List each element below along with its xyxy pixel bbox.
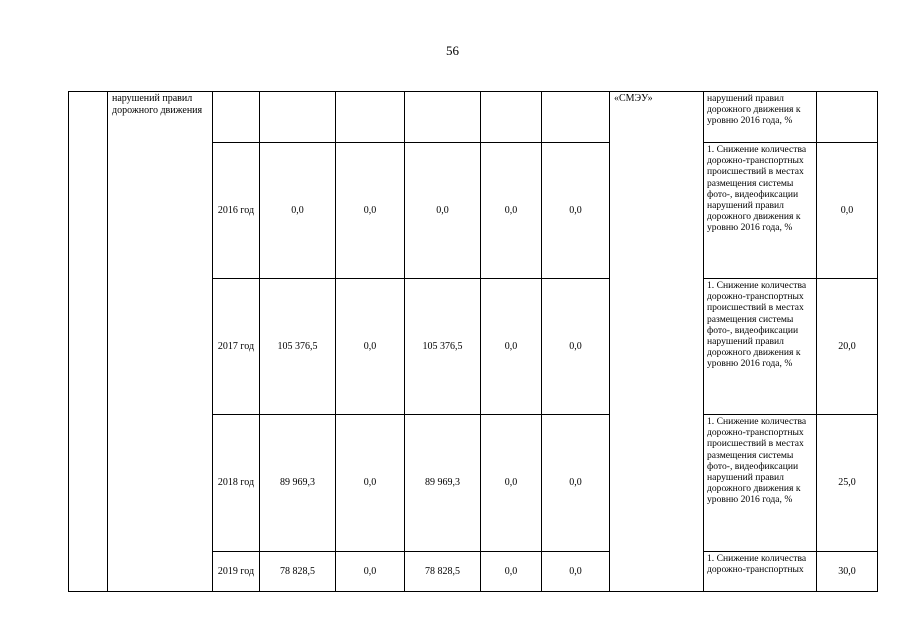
- program-table: [68, 91, 878, 592]
- federal-cell: 0,0: [336, 552, 405, 592]
- description-cell: нарушений правил дорожного движения: [108, 92, 213, 592]
- indicator-cell: 1. Снижение количества дорожно-транспортных происшествий в местах размещения системы фото-, видеофиксации нарушений правил дорожного движения к уровню 2016 года, %: [704, 415, 817, 552]
- other-cell: 0,0: [542, 415, 610, 552]
- federal-cell: 0,0: [336, 279, 405, 415]
- other-cell: 0,0: [542, 279, 610, 415]
- local-cell: 0,0: [481, 279, 542, 415]
- other-cell: [542, 92, 610, 143]
- table-row: [69, 92, 878, 143]
- local-cell: [481, 92, 542, 143]
- total-cell: 89 969,3: [260, 415, 336, 552]
- federal-cell: [336, 92, 405, 143]
- number-cell: [69, 92, 108, 592]
- value-cell: 30,0: [817, 552, 878, 592]
- regional-cell: 0,0: [405, 143, 481, 279]
- federal-cell: 0,0: [336, 415, 405, 552]
- regional-cell: 89 969,3: [405, 415, 481, 552]
- other-cell: 0,0: [542, 143, 610, 279]
- year-cell: 2016 год: [213, 143, 260, 279]
- year-cell: 2018 год: [213, 415, 260, 552]
- indicator-cell: 1. Снижение количества дорожно-транспортных: [704, 552, 817, 592]
- other-cell: 0,0: [542, 552, 610, 592]
- total-cell: 0,0: [260, 143, 336, 279]
- total-cell: 105 376,5: [260, 279, 336, 415]
- indicator-cell: 1. Снижение количества дорожно-транспортных происшествий в местах размещения системы фото-, видеофиксации нарушений правил дорожного движения к уровню 2016 года, %: [704, 279, 817, 415]
- value-cell: 20,0: [817, 279, 878, 415]
- federal-cell: 0,0: [336, 143, 405, 279]
- local-cell: 0,0: [481, 552, 542, 592]
- regional-cell: [405, 92, 481, 143]
- year-cell: 2017 год: [213, 279, 260, 415]
- value-cell: 25,0: [817, 415, 878, 552]
- total-cell: 78 828,5: [260, 552, 336, 592]
- value-cell: [817, 92, 878, 143]
- local-cell: 0,0: [481, 415, 542, 552]
- regional-cell: 105 376,5: [405, 279, 481, 415]
- indicator-cell: нарушений правил дорожного движения к уровню 2016 года, %: [704, 92, 817, 143]
- regional-cell: 78 828,5: [405, 552, 481, 592]
- indicator-cell: 1. Снижение количества дорожно-транспортных происшествий в местах размещения системы фото-, видеофиксации нарушений правил дорожного движения к уровню 2016 года, %: [704, 143, 817, 279]
- year-cell: 2019 год: [213, 552, 260, 592]
- local-cell: 0,0: [481, 143, 542, 279]
- value-cell: 0,0: [817, 143, 878, 279]
- page-number: 56: [446, 43, 459, 58]
- year-cell: [213, 92, 260, 143]
- executor-cell: «СМЭУ»: [610, 92, 704, 592]
- total-cell: [260, 92, 336, 143]
